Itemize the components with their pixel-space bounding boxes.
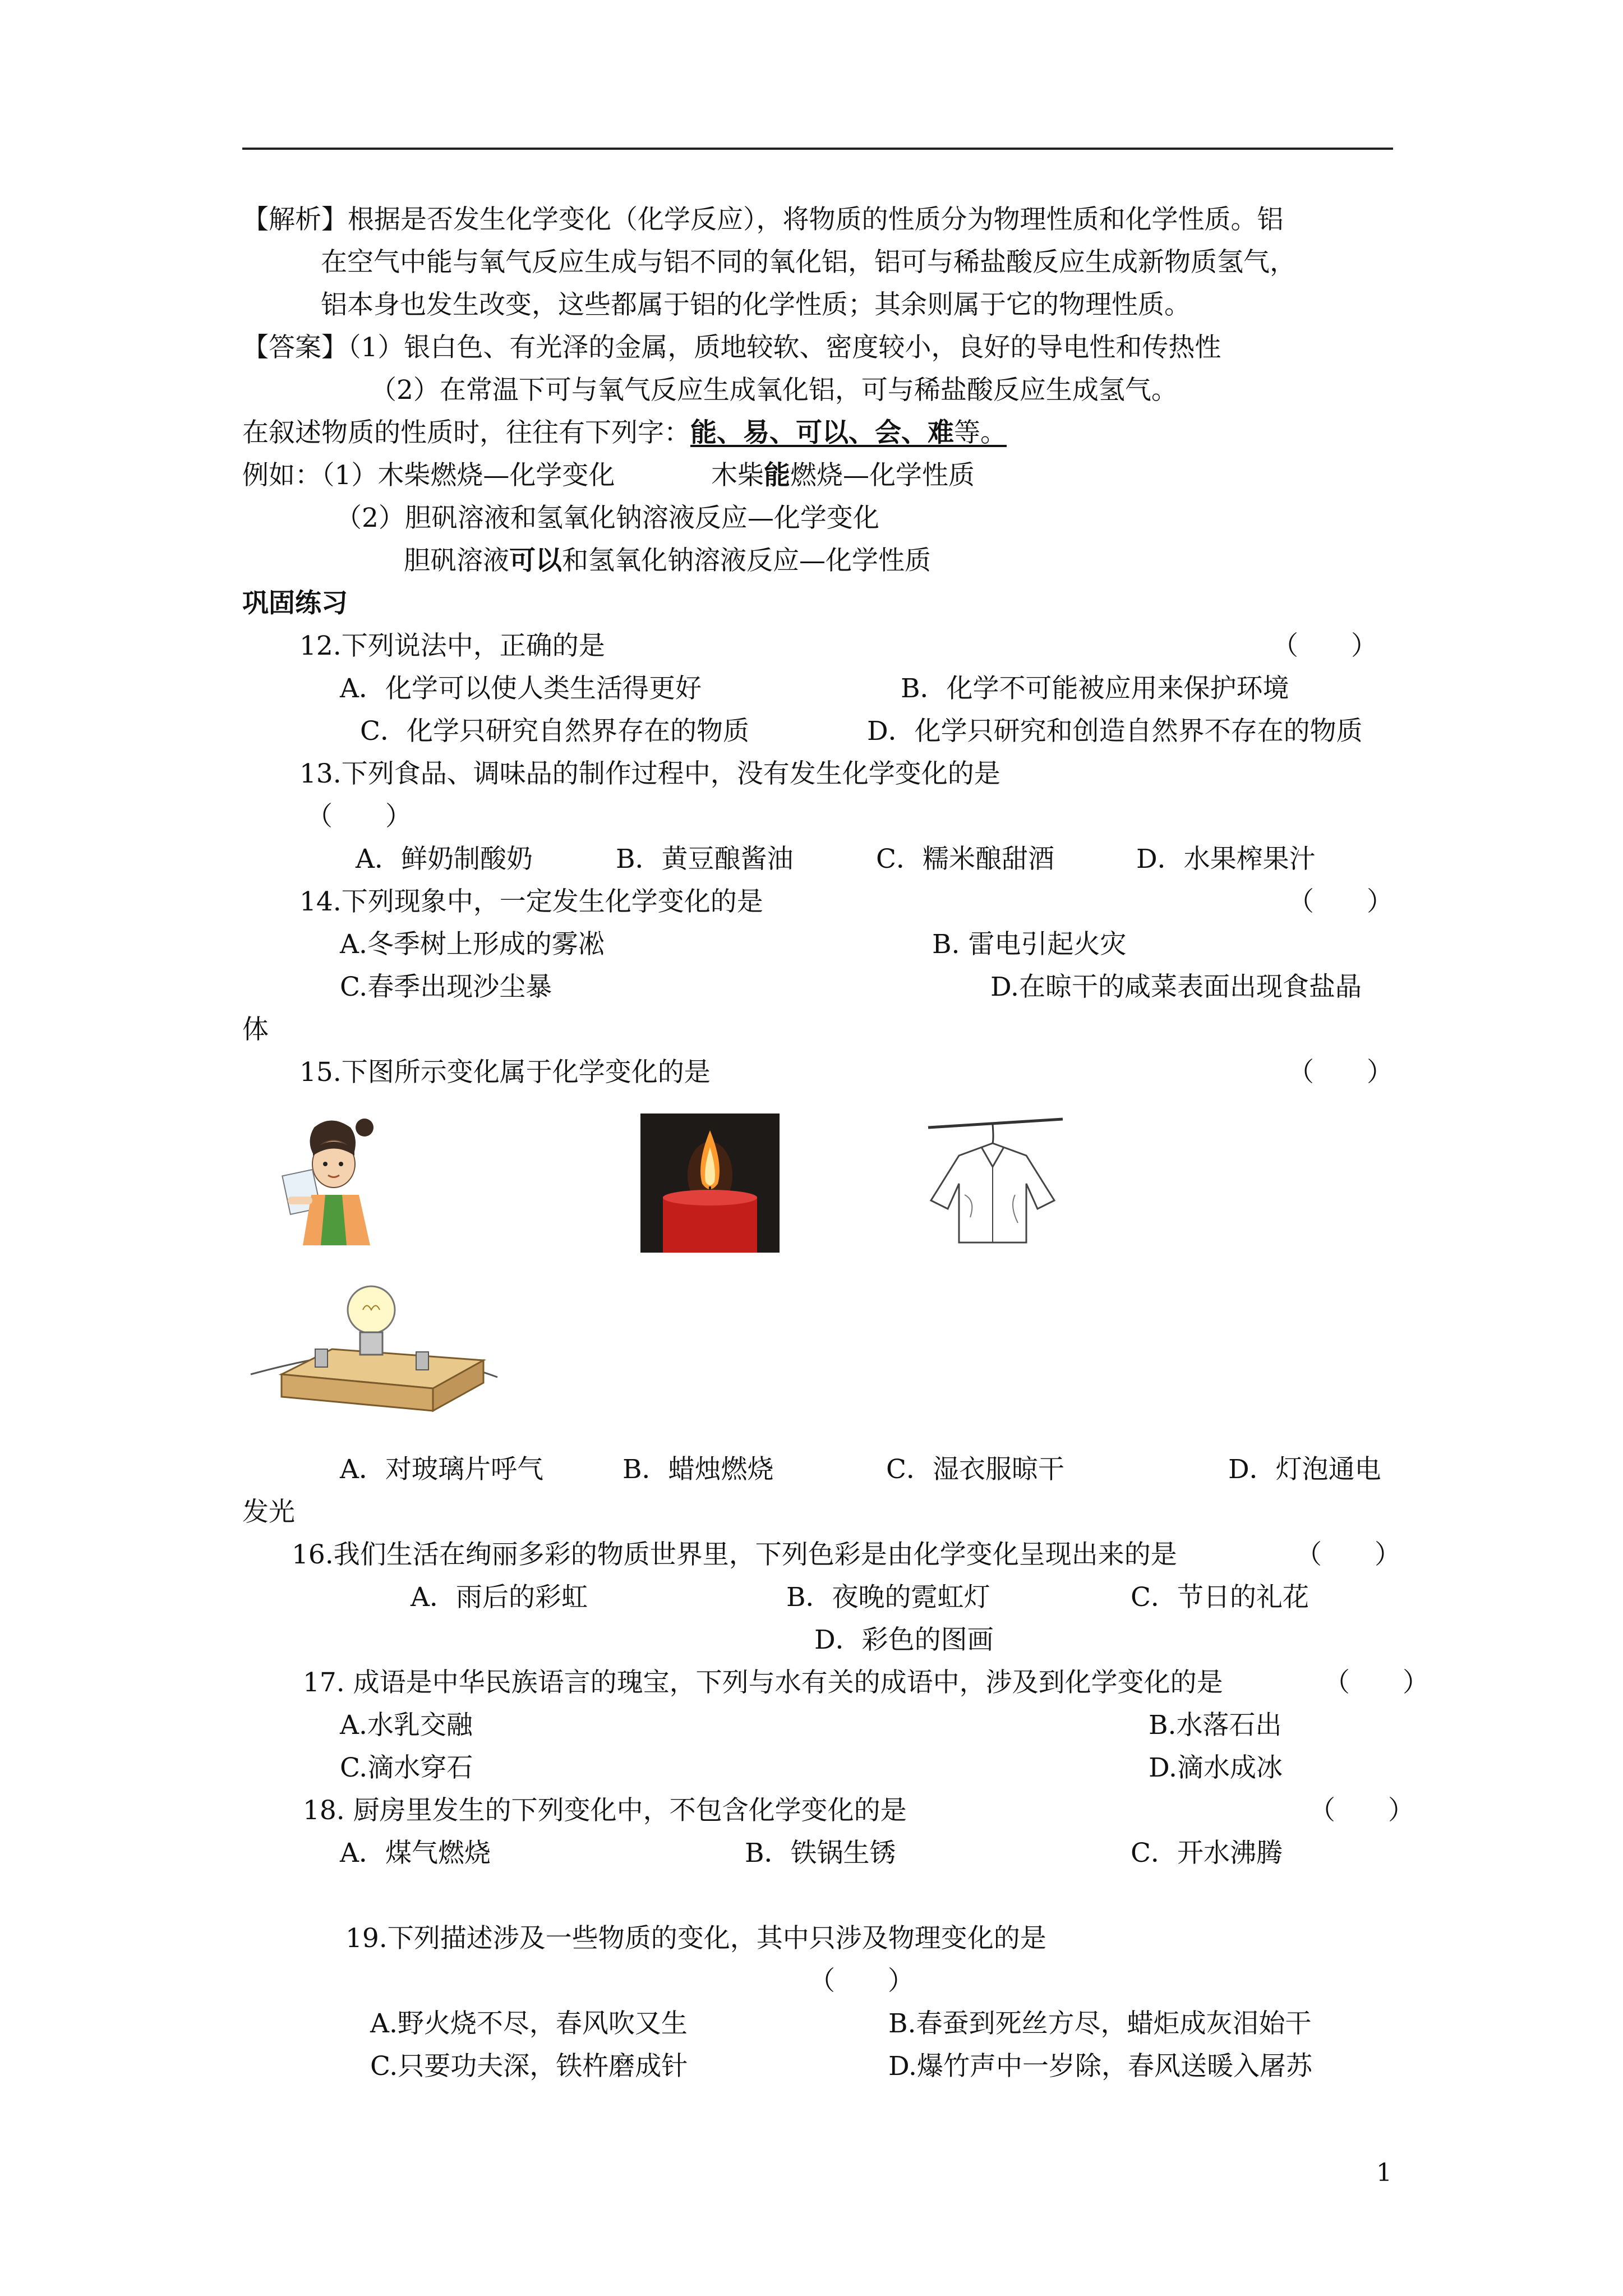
candle-flame-icon [640,1114,780,1253]
q19-stem: 19.下列描述涉及一些物质的变化，其中只涉及物理变化的是 [345,1923,1046,1954]
q17-option-d: D.滴水成冰 [1149,1752,1283,1783]
q16-option-c: C．节日的礼花 [1131,1582,1309,1613]
q16-option-d: D．彩色的图画 [814,1625,994,1655]
q15-option-c: C．湿衣服晾干 [886,1454,1064,1485]
q17-stem: 17. 成语是中华民族语言的瑰宝，下列与水有关的成语中，涉及到化学变化的是 [303,1667,1223,1698]
note-line: 在叙述物质的性质时，往往有下列字：能、易、可以、会、难等。 [242,417,1007,448]
q12-blank: （ ） [1272,631,1377,661]
q17-option-c: C.滴水穿石 [340,1752,473,1783]
q14-stem: 14.下列现象中，一定发生化学变化的是 [299,886,763,917]
example-line-3: 胆矾溶液可以和氢氧化钠溶液反应—化学性质 [404,545,931,576]
q19-option-a: A.野火烧不尽，春风吹又生 [370,2008,688,2039]
girl-breathing-icon [280,1116,381,1245]
answer-line-1: 【答案】（1）银白色、有光泽的金属，质地较软、密度较小，良好的导电性和传热性 [242,332,1221,363]
hanging-shirt-icon [925,1116,1066,1245]
q14-option-b: B. 雷电引起火灾 [932,929,1127,960]
answer-line-2: （2）在常温下可与氧气反应生成氧化铝，可与稀盐酸反应生成氢气。 [370,375,1178,406]
q14-option-d-wrap: 体 [242,1014,269,1045]
q12-option-a: A．化学可以使人类生活得更好 [340,673,702,704]
q17-option-a: A.水乳交融 [340,1710,473,1741]
q19-option-c: C.只要功夫深，铁杵磨成针 [370,2051,688,2082]
note-keywords: 能、易、可以、会、难 [690,417,954,448]
q15-stem: 15.下图所示变化属于化学变化的是 [299,1057,711,1088]
q13-option-a: A．鲜奶制酸奶 [356,844,533,875]
q13-option-b: B．黄豆酿酱油 [616,844,794,875]
q18-blank: （ ） [1309,1795,1414,1826]
q13-stem: 13.下列食品、调味品的制作过程中，没有发生化学变化的是 [299,758,1000,789]
q12-option-d: D．化学只研究和创造自然界不存在的物质 [867,716,1363,747]
q19-option-b: B.春蚕到死丝方尽，蜡炬成灰泪始干 [888,2008,1312,2039]
analysis-line-2: 在空气中能与氧气反应生成与铝不同的氧化铝，铝可与稀盐酸反应生成新物质氢气， [321,247,1296,278]
example-line-2: （2）胆矾溶液和氢氧化钠溶液反应—化学变化 [335,503,879,533]
q17-option-b: B.水落石出 [1149,1710,1282,1741]
light-bulb-circuit-icon [248,1276,500,1430]
q14-option-a: A.冬季树上形成的雾凇 [340,929,605,960]
q14-option-d: D.在晾干的咸菜表面出现食盐晶 [990,972,1362,1002]
q16-option-b: B．夜晚的霓虹灯 [786,1582,990,1613]
q15-option-a: A．对玻璃片呼气 [340,1454,543,1485]
q16-option-a: A．雨后的彩虹 [411,1582,588,1613]
q13-option-c: C．糯米酿甜酒 [876,844,1054,875]
q15-option-d-wrap: 发光 [242,1497,295,1527]
q13-blank: （ ） [306,801,412,832]
analysis-line-1: 【解析】根据是否发生化学变化（化学反应），将物质的性质分为物理性质和化学性质。铝 [242,204,1284,235]
q15-blank: （ ） [1288,1057,1393,1088]
q18-stem: 18. 厨房里发生的下列变化中，不包含化学变化的是 [303,1795,907,1826]
q15-option-d: D．灯泡通电 [1228,1454,1381,1485]
q12-option-c: C．化学只研究自然界存在的物质 [360,716,749,747]
q18-option-c: C．开水沸腾 [1131,1838,1283,1869]
example-line-1b: 木柴能燃烧—化学性质 [711,460,975,491]
q15-option-b: B．蜡烛燃烧 [623,1454,774,1485]
q18-option-b: B．铁锅生锈 [745,1838,896,1869]
header-rule [242,148,1393,150]
q13-option-d: D．水果榨果汁 [1136,844,1316,875]
example-line-1a: 例如：（1）木柴燃烧—化学变化 [242,460,615,491]
q19-option-d: D.爆竹声中一岁除，春风送暖入屠苏 [888,2051,1312,2082]
q14-option-c: C.春季出现沙尘暴 [340,972,552,1002]
section-title: 巩固练习 [242,588,348,619]
page-number: 1 [1376,2159,1392,2187]
q17-blank: （ ） [1324,1667,1429,1698]
q12-stem: 12.下列说法中，正确的是 [299,631,605,661]
q18-option-a: A．煤气燃烧 [340,1838,491,1869]
q16-blank: （ ） [1295,1539,1401,1570]
q14-blank: （ ） [1288,886,1393,917]
q19-blank: （ ） [809,1966,914,1996]
q16-stem: 16.我们生活在绚丽多彩的物质世界里，下列色彩是由化学变化呈现出来的是 [292,1539,1177,1570]
analysis-line-3: 铝本身也发生改变，这些都属于铝的化学性质；其余则属于它的物理性质。 [321,289,1191,320]
q12-option-b: B．化学不可能被应用来保护环境 [901,673,1289,704]
